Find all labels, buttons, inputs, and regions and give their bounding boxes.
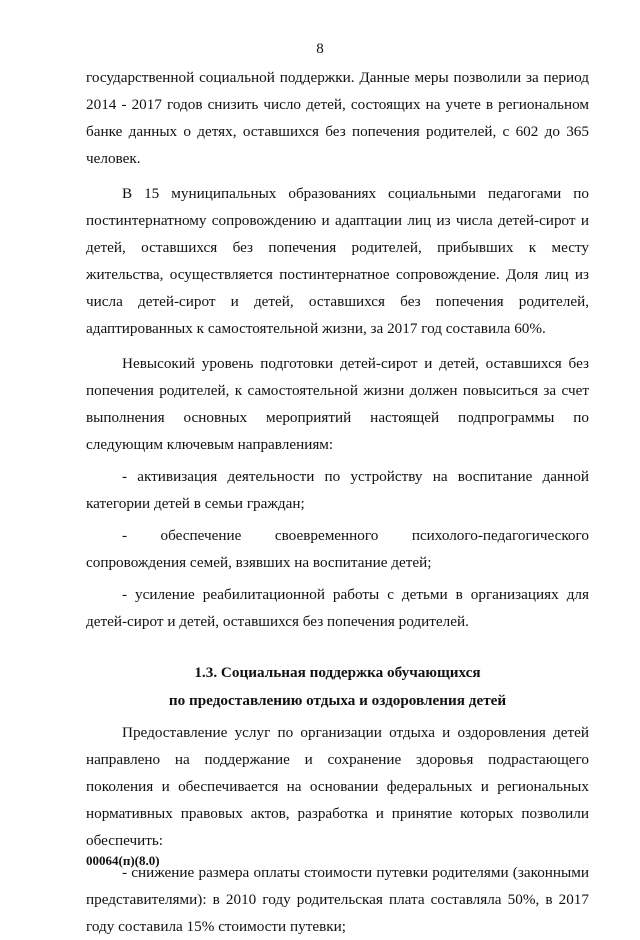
document-body <box>86 64 589 940</box>
list-item-support-first-line <box>86 522 589 549</box>
list-item-word: своевременного <box>274 527 379 544</box>
paragraph-post-care: В 15 муниципальных образованиях социальными педагогами по постинтернатному сопровождению и адаптации лиц из числа детей-сирот и детей, оставшихся без попечения родителей, прибывших к месту жительства, осуществляется постинтернатное сопровождение. Доля лиц из числа детей-сирот и детей, оставшихся без попечения родителей, адаптированных к самостоятельной жизни, за 2017 год составила 60%. <box>86 185 589 337</box>
list-item-fee-reduction: - снижение размера оплаты стоимости путевки родителями (законными представителями): в 2010 году родительская плата составляла 50%, в 2017 году составила 15% стоимости путевки; <box>86 864 589 935</box>
document-code: 00064(п)(8.0) <box>86 853 160 868</box>
section-title-line1: 1.3. Социальная поддержка обучающихся <box>194 664 481 681</box>
list-item-activation: - активизация деятельности по устройству на воспитание данной категории детей в семьи граждан; <box>86 468 589 512</box>
paragraph-low-preparation: Невысокий уровень подготовки детей-сирот и детей, оставшихся без попечения родителей, к самостоятельной жизни должен повыситься за счет выполнения основных мероприятий настоящей подпрограммы по следующим ключевым направлениям: <box>86 355 589 453</box>
list-item-support <box>86 522 589 576</box>
paragraph-continuation: государственной социальной поддержки. Данные меры позволили за период 2014 - 2017 годов снизить число детей, состоящих на учете в региональном банке данных о детях, оставшихся без попечения родителей, с 602 до 365 человек. <box>86 69 589 167</box>
list-item-dash: - <box>122 527 128 544</box>
list-item-support-rest: сопровождения семей, взявших на воспитание детей; <box>86 554 432 571</box>
paragraph-recreation-services: Предоставление услуг по организации отдыха и оздоровления детей направлено на поддержание и сохранение здоровья подрастающего поколения и обеспечивается на основании федеральных и региональных нормативных правовых актов, разработка и принятие которых позволили обеспечить: <box>86 724 589 849</box>
section-title-line2: по предоставлению отдыха и оздоровления детей <box>168 692 507 709</box>
list-item-word: психолого-педагогического <box>411 527 589 544</box>
list-item-word: обеспечение <box>160 527 242 544</box>
list-item-rehabilitation: - усиление реабилитационной работы с детьми в организациях для детей-сирот и детей, оставшихся без попечения родителей. <box>86 586 589 630</box>
section-heading <box>86 659 589 715</box>
page-number: 8 <box>316 41 324 57</box>
